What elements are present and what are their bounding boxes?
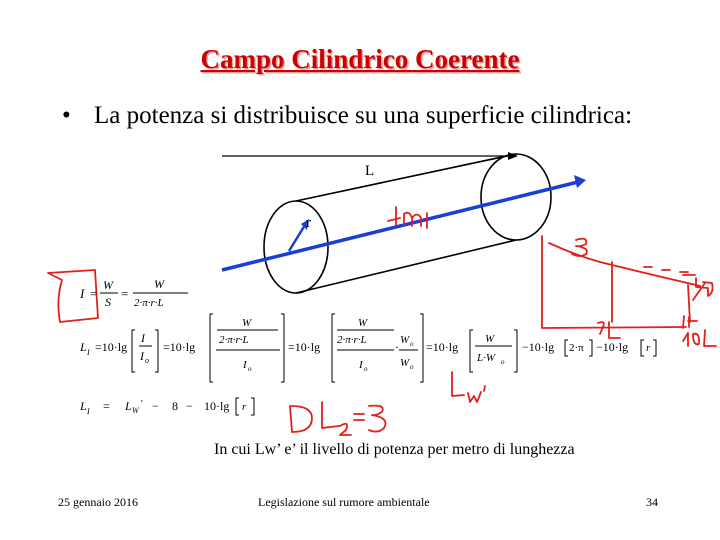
svg-text:8: 8 xyxy=(172,399,178,413)
svg-text:': ' xyxy=(141,399,143,410)
footer-course: Legislazione sul rumore ambientale xyxy=(258,495,430,509)
svg-text:I: I xyxy=(87,348,90,357)
svg-text:·: · xyxy=(395,340,399,354)
svg-text:W: W xyxy=(485,333,495,345)
svg-text:2·π·r·L: 2·π·r·L xyxy=(134,297,164,309)
svg-text:−: − xyxy=(152,399,159,413)
svg-text:W: W xyxy=(242,317,252,329)
svg-text:o: o xyxy=(410,340,414,348)
svg-text:=10·lg: =10·lg xyxy=(95,340,128,354)
svg-text:−10·lg: −10·lg xyxy=(522,340,555,354)
svg-text:o: o xyxy=(410,363,414,371)
svg-text:W: W xyxy=(103,278,113,292)
svg-text:L: L xyxy=(80,399,87,413)
svg-text:W: W xyxy=(132,406,139,415)
svg-text:I: I xyxy=(243,359,247,371)
svg-text:L·W: L·W xyxy=(477,352,496,364)
svg-text:2·π: 2·π xyxy=(569,342,584,354)
svg-text:o: o xyxy=(501,358,505,366)
bullet-symbol: • xyxy=(62,102,71,129)
svg-text:10·lg: 10·lg xyxy=(204,399,230,413)
svg-text:W: W xyxy=(358,317,368,329)
svg-text:=: = xyxy=(90,286,98,301)
svg-text:o: o xyxy=(248,365,252,373)
bullet-text: La potenza si distribuisce su una superficie cilindrica: xyxy=(94,102,633,129)
svg-text:I: I xyxy=(140,349,144,363)
svg-text:L: L xyxy=(125,399,132,413)
length-label: L xyxy=(365,163,375,179)
svg-text:r: r xyxy=(646,342,651,354)
svg-text:=10·lg: =10·lg xyxy=(426,340,459,354)
formula-level-full xyxy=(79,314,656,382)
svg-text:2·π·r·L: 2·π·r·L xyxy=(219,334,249,346)
length-arrow xyxy=(222,152,518,160)
svg-text:r: r xyxy=(242,401,247,413)
svg-text:S: S xyxy=(105,295,111,309)
svg-text:=: = xyxy=(121,286,129,301)
footer-date: 25 gennaio 2016 xyxy=(58,495,138,509)
svg-text:W: W xyxy=(400,357,410,369)
svg-text:L: L xyxy=(80,340,87,354)
svg-text:o: o xyxy=(145,356,149,365)
handwritten-notes xyxy=(48,207,716,435)
svg-text:2·π·r·L: 2·π·r·L xyxy=(337,334,367,346)
formula-level-short xyxy=(79,398,254,416)
svg-text:I: I xyxy=(359,359,363,371)
svg-text:−10·lg: −10·lg xyxy=(596,340,629,354)
svg-text:=10·lg: =10·lg xyxy=(163,340,196,354)
svg-text:I: I xyxy=(80,286,85,301)
svg-text:=: = xyxy=(103,399,110,413)
svg-text:I: I xyxy=(87,407,90,416)
radius-label: r xyxy=(306,215,311,231)
svg-text:W: W xyxy=(154,277,164,291)
svg-text:I: I xyxy=(141,331,145,345)
svg-text:−: − xyxy=(186,399,193,413)
slide-title: Campo Cilindrico Coerente xyxy=(200,44,520,74)
footer-page-number: 34 xyxy=(646,495,658,509)
svg-text:W: W xyxy=(400,334,410,346)
svg-text:o: o xyxy=(364,365,368,373)
caption-text: In cui Lw’ e’ il livello di potenza per metro di lunghezza xyxy=(214,441,575,458)
svg-text:=10·lg: =10·lg xyxy=(288,340,321,354)
